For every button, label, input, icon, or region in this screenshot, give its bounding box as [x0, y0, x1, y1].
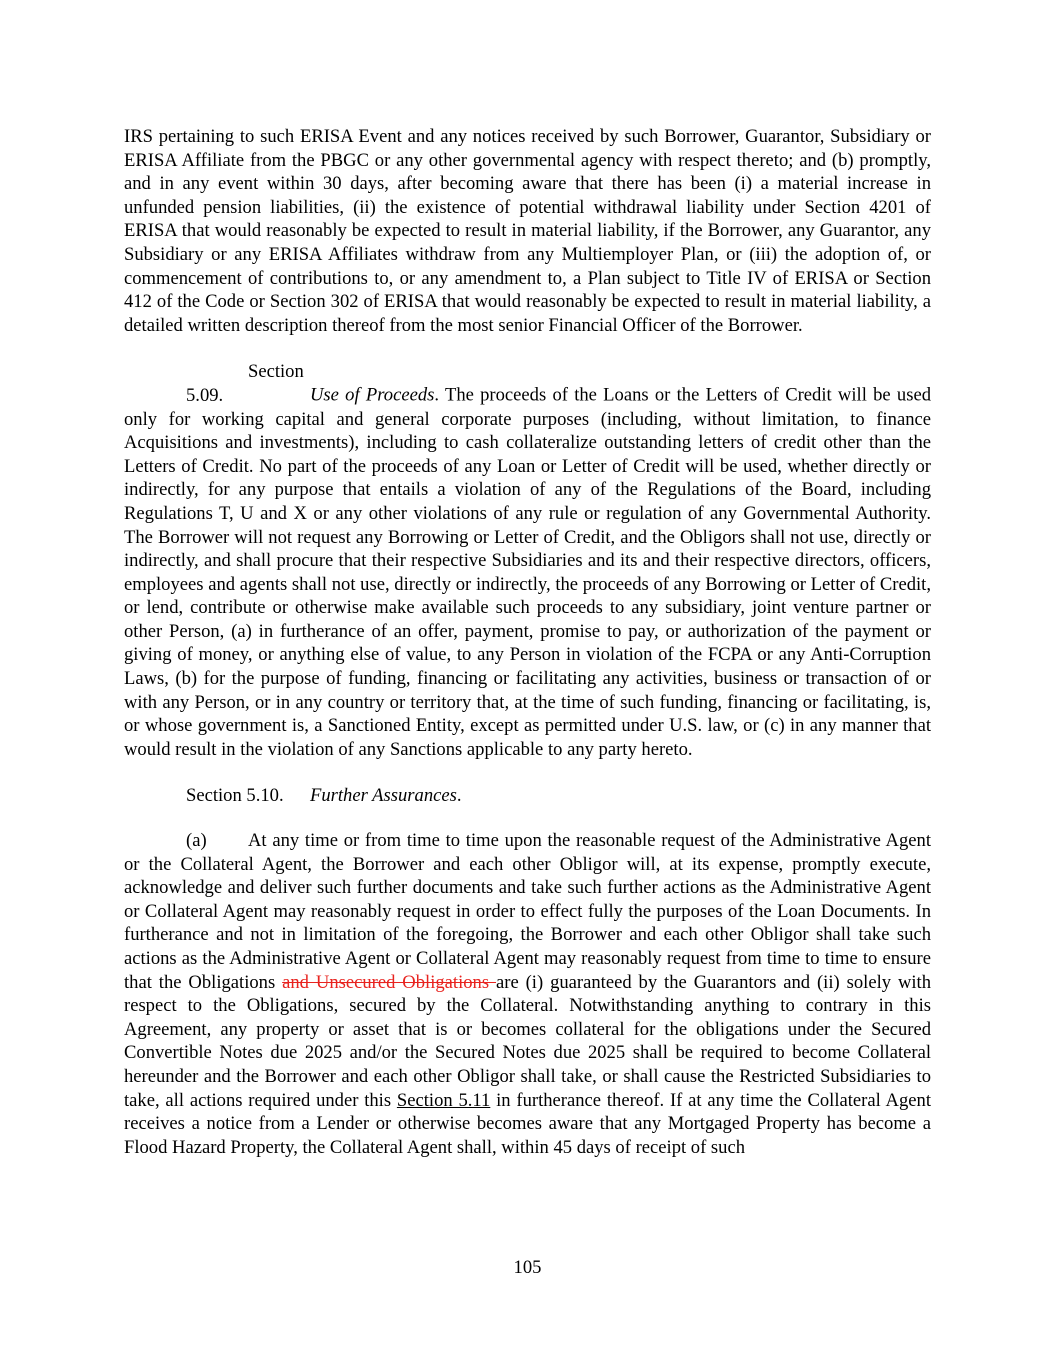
paragraph-a-text-before: At any time or from time to time upon the reasonable request of the Administrative Agent or the Collateral Agent, the Borrower and each other Obligor will, at its expense, promptly execute, acknowledge and deliver such further documents and take such further actions as the Administrative Agent or Collateral Agent may reasonably request in order to effect fully the purposes of the Loan Documents. In furtherance and not in limitation of the foregoing, the Borrower and each other Obligor shall take such actions as the Administrative Agent or Collateral Agent may reasonably request from time to time to ensure that the Obligations	[124, 830, 931, 993]
section-5-09-paragraph	[124, 360, 931, 761]
erisa-paragraph: IRS pertaining to such ERISA Event and any notices received by such Borrower, Guarantor, Subsidiary or ERISA Affiliate from the PBGC or any other governmental agency with respect thereto; and (b) promptly, and in any event within 30 days, after becoming aware that there has been (i) a material increase in unfunded pension liabilities, (ii) the existence of potential withdrawal liability under Section 4201 of ERISA that would reasonably be expected to result in material liability, if the Borrower, any Guarantor, any Subsidiary or any ERISA Affiliates withdraw from any Multiemployer Plan, or (iii) the adoption of, or commencement of contributions to, or any amendment to, a Plan subject to Title IV of ERISA or Section 412 of the Code or Section 302 of ERISA that would reasonably be expected to result in material liability, a detailed written description thereof from the most senior Financial Officer of the Borrower.	[124, 126, 931, 336]
paragraph-a-text-after: are (i) guaranteed by the Guarantors and (ii) solely with respect to the Obligations, secured by the Collateral. Notwithstanding anything to contrary in this Agreement, any property or asset that is or becomes collateral for the obligations under the Secured Convertible Notes due 2025 and/or the Secured Notes due 2025 shall be required to become Collateral hereunder and the Borrower and each other Obligor shall take, or shall cause the Restricted Subsidiaries to take, all actions required under this	[124, 971, 932, 1111]
page-number: 105	[513, 1257, 542, 1278]
section-5-10-title-suffix: .	[456, 785, 462, 807]
section-5-09-number: Section 5.09.	[186, 361, 304, 406]
deleted-text-unsecured-obligations: and Unsecured Obligations	[282, 971, 496, 993]
further-assurances-paragraph-a	[124, 829, 931, 1159]
section-5-10-heading	[124, 784, 931, 808]
section-5-09-title-suffix: .	[434, 384, 440, 406]
section-5-10-title: Further Assurances	[310, 785, 457, 807]
section-5-09-body: The proceeds of the Loans or the Letters of Credit will be used only for working capital and general corporate purposes (including, without limitation, to finance Acquisitions and investments), including to cash collateralize outstanding letters of credit other than the Letters of Credit. No part of the proceeds of any Loan or Letter of Credit will be used, whether directly or indirectly, for any purpose that entails a violation of any of the Regulations of the Board, including Regulations T, U and X or any other violations of any rule or regulation of any Governmental Authority. The Borrower will not request any Borrowing or Letter of Credit, and the Obligors shall not use, directly or indirectly, and shall procure that their respective Subsidiaries and its and their respective directors, officers, employees and agents shall not use, directly or indirectly, the proceeds of any Borrowing or Letter of Credit, or lend, contribute or otherwise make available such proceeds to any subsidiary, joint venture partner or other Person, (a) in furtherance of an offer, payment, promise to pay, or authorization of the payment or giving of money, or anything else of value, to any Person in violation of the FCPA or any Anti-Corruption Laws, (b) for the purpose of funding, financing or facilitating any activities, business or transaction of or with any Person, or in any country or territory that, at the time of such funding, financing or facilitating, is, or whose government is, a Sanctioned Entity, except as permitted under U.S. law, or (c) in any manner that would result in the violation of any Sanctions applicable to any party hereto.	[124, 384, 931, 760]
paragraph-a-text-end: in furtherance thereof. If at any time the Collateral Agent receives a notice from a Lender or otherwise becomes aware that any Mortgaged Property has become a Flood Hazard Property, the Collateral Agent shall, within 45 days of receipt of such	[124, 1089, 931, 1158]
document-body	[124, 125, 931, 1182]
section-5-09-title: Use of Proceeds	[310, 384, 435, 406]
section-5-10-number: Section 5.10.	[186, 785, 284, 807]
paragraph-a-label: (a)	[186, 830, 207, 852]
section-5-11-reference: Section 5.11	[396, 1089, 491, 1111]
